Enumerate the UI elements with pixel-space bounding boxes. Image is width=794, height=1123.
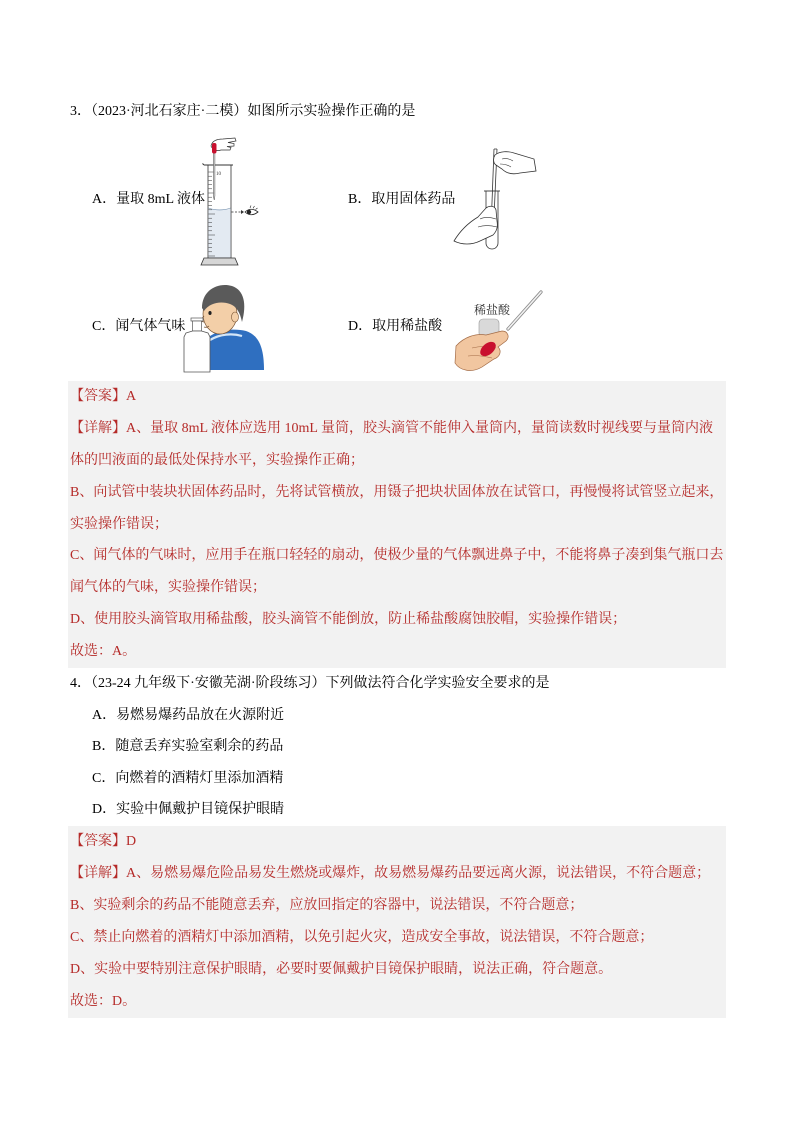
analysis-line: D、实验中要特别注意保护眼睛，必要时要佩戴护目镜保护眼睛，说法正确，符合题意。 <box>70 962 613 977</box>
cylinder-scale-label: 10 <box>216 172 221 177</box>
dropper-glass-inner <box>508 292 541 329</box>
answer-block-q3 <box>68 381 726 668</box>
boy-eye <box>208 311 211 315</box>
analysis-line: 体的凹液面的最低处保持水平，实验操作正确； <box>70 452 364 468</box>
analysis-text: A、易燃易爆危险品易发生燃烧或爆炸，故易燃易爆药品要远离火源，说法错误，不符合题意； <box>126 866 711 881</box>
eye-pupil <box>247 210 251 214</box>
analysis-line <box>68 858 726 890</box>
answer-line <box>68 826 726 858</box>
answer-line <box>68 381 726 413</box>
answer-tag: 【答案】 <box>70 389 126 404</box>
figure-graduated-cylinder <box>193 134 265 268</box>
dropper-tube <box>214 153 215 200</box>
analysis-line: 闻气体的气味，实验操作错误； <box>70 580 266 596</box>
analysis-line: 实验操作错误； <box>70 516 168 532</box>
dropper-bulb <box>212 143 217 154</box>
question-3-title: 3．（2023·河北石家庄·二模）如图所示实验操作正确的是 <box>70 104 416 119</box>
q4-option-b: B．随意丢弃实验室剩余的药品 <box>92 739 284 755</box>
analysis-line <box>68 413 726 445</box>
answer-value: A <box>126 389 137 404</box>
figure-dropper-hcl <box>452 286 546 374</box>
analysis-line: B、实验剩余的药品不能随意丢弃，应放回指定的容器中，说法错误，不符合题意； <box>70 898 584 913</box>
boy-ear <box>232 312 239 322</box>
analysis-line: C、禁止向燃着的酒精灯中添加酒精，以免引起火灾，造成安全事故，说法错误，不符合题意； <box>70 930 654 945</box>
analysis-line: D、使用胶头滴管取用稀盐酸，胶头滴管不能倒放，防止稀盐酸腐蚀胶帽，实验操作错误； <box>70 612 627 628</box>
answer-value: D <box>126 834 137 849</box>
conclusion: 故选：A。 <box>70 644 137 660</box>
figure-test-tube-tweezers <box>450 145 538 257</box>
analysis-line: C、闻气体的气味时，应用手在瓶口轻轻的扇动，使极少量的气体飘进鼻子中，不能将鼻子凑到集气瓶口去 <box>70 548 724 564</box>
cylinder-rim <box>203 164 234 166</box>
analysis-line: B、向试管中装块状固体药品时，先将试管横放，用镊子把块状固体放在试管口，再慢慢将试管竖立起来， <box>70 484 724 500</box>
q3-option-c: C．闻气体气味 <box>92 319 186 334</box>
question-4 <box>70 668 550 826</box>
analysis-tag: 【详解】 <box>70 866 126 881</box>
boy-shirt <box>204 330 264 370</box>
q4-option-d: D．实验中佩戴护目镜保护眼睛 <box>92 802 285 818</box>
bottle-rim <box>191 318 203 321</box>
analysis-tag: 【详解】 <box>70 420 126 436</box>
figure-smelling-gas <box>180 280 266 374</box>
cylinder-base <box>201 258 238 265</box>
analysis-text: A、量取 8mL 液体应选用 10mL 量筒，胶头滴管不能伸入量筒内，量筒读数时视线要与量筒内液 <box>126 420 713 436</box>
gas-bottle <box>184 331 210 372</box>
answer-block-q4 <box>68 826 726 1018</box>
reagent-label: 稀盐酸 <box>474 303 511 317</box>
q3-option-a: A．量取 8mL 液体 <box>92 192 206 207</box>
right-hand <box>494 152 536 174</box>
conclusion: 故选：D。 <box>70 994 137 1009</box>
question-4-title: 4．（23-24 九年级下·安徽芜湖·阶段练习）下列做法符合化学实验安全要求的是 <box>70 676 550 691</box>
sight-arrow <box>241 210 244 214</box>
cylinder-liquid <box>208 209 230 258</box>
bottle-neck <box>193 321 202 331</box>
answer-tag: 【答案】 <box>70 834 126 849</box>
q3-option-d: D．取用稀盐酸 <box>348 319 443 334</box>
q4-option-c: C．向燃着的酒精灯里添加酒精 <box>92 770 284 786</box>
q3-option-b: B．取用固体药品 <box>348 192 456 207</box>
q4-option-a: A．易燃易爆药品放在火源附近 <box>92 707 285 723</box>
